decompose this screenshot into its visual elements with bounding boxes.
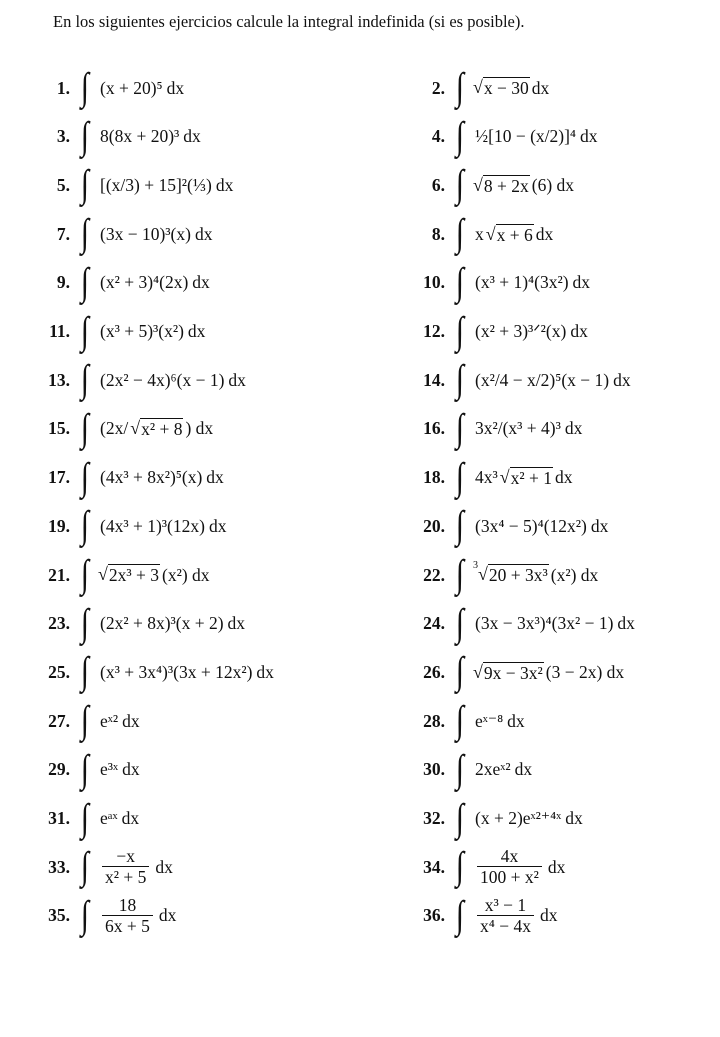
numerator: x³ − 1 <box>484 894 527 915</box>
differential: dx <box>572 272 591 293</box>
exercise-item <box>405 843 567 891</box>
exercise-item <box>30 64 186 112</box>
exercise-number: 10. <box>423 272 445 293</box>
exercise-item <box>30 113 203 161</box>
integrand: (2x² − 4x)⁶(x − 1) <box>100 369 225 390</box>
integral-sign: ∫ <box>80 163 90 207</box>
exercise-item <box>30 405 215 453</box>
exercise-number: 20. <box>423 515 445 536</box>
fraction <box>102 847 149 887</box>
differential: (x²) dx <box>162 564 210 585</box>
exercise-number: 25. <box>48 661 70 682</box>
integral-sign: ∫ <box>80 358 90 401</box>
integrand: (x³ + 1)⁴(3x²) <box>475 272 569 293</box>
radical <box>473 175 530 196</box>
integral-sign: ∫ <box>80 893 90 937</box>
integral-sign: ∫ <box>80 65 90 109</box>
integrand: eᵃˣ <box>100 808 118 828</box>
differential: dx <box>155 856 173 877</box>
radicand: 2x³ + 3 <box>108 565 160 586</box>
integral-sign: ∫ <box>80 114 90 158</box>
exercise-number: 29. <box>48 759 70 780</box>
exercise-item <box>30 600 247 648</box>
differential: dx <box>194 223 213 244</box>
integral-sign: ∫ <box>455 845 465 888</box>
radicand: 9x − 3x² <box>483 662 543 683</box>
exercise-number: 21. <box>48 564 70 585</box>
exercise-number: 3. <box>56 126 70 147</box>
radicand: x + 6 <box>496 224 533 245</box>
radical <box>130 418 183 439</box>
exercise-number: 28. <box>423 710 445 731</box>
exercise-item <box>405 502 610 550</box>
exercise-number: 8. <box>431 223 445 244</box>
integral-sign: ∫ <box>80 552 90 596</box>
radical <box>473 662 544 683</box>
exercise-number: 17. <box>48 467 70 488</box>
radical <box>500 467 553 488</box>
integral-sign: ∫ <box>455 504 465 548</box>
exercise-number: 35. <box>48 905 70 926</box>
differential: dx <box>580 126 598 147</box>
sqrt-icon: √ <box>485 223 496 244</box>
exercise-number: 34. <box>423 856 445 877</box>
integral-sign: ∫ <box>80 455 90 499</box>
integral-sign: ∫ <box>80 211 90 255</box>
denominator: x² + 5 <box>102 866 149 887</box>
exercise-number: 32. <box>423 808 445 828</box>
exercise-item <box>405 113 600 161</box>
integral-sign: ∫ <box>80 747 90 791</box>
exercise-number: 30. <box>423 759 445 780</box>
differential: dx <box>227 613 246 634</box>
differential: dx <box>122 759 140 780</box>
integrand: eˣ⁻⁸ <box>475 710 504 731</box>
differential: (x²) dx <box>550 564 599 585</box>
radicand: 8 + 2x <box>483 175 529 196</box>
differential: dx <box>215 174 234 195</box>
integral-sign: ∫ <box>80 796 90 840</box>
integrand: (2x/ <box>100 418 129 439</box>
differential: dx <box>192 272 210 293</box>
radical <box>486 224 534 245</box>
radicand: x² + 8 <box>141 419 183 440</box>
integral-sign: ∫ <box>455 114 465 158</box>
exercise-item <box>30 843 175 891</box>
radical <box>473 560 549 586</box>
differential: dx <box>617 613 635 634</box>
differential: dx <box>547 856 566 877</box>
integrand: ½[10 − (x/2)]⁴ <box>475 126 577 147</box>
integrand: 8(8x + 20)³ <box>100 126 180 147</box>
exercise-number: 19. <box>48 515 70 536</box>
exercise-item <box>405 64 551 112</box>
integral-sign: ∫ <box>80 601 90 645</box>
sqrt-icon: √ <box>473 77 483 98</box>
differential: (3 − 2x) dx <box>545 661 625 682</box>
integral-sign: ∫ <box>455 260 465 304</box>
integrand: (4x³ + 1)³(12x) <box>100 515 205 536</box>
differential: dx <box>613 369 631 390</box>
integrand: (3x⁴ − 5)⁴(12x²) <box>475 515 587 536</box>
differential: dx <box>208 515 227 536</box>
radicand: x² + 1 <box>510 468 553 489</box>
denominator: x⁴ − 4x <box>477 915 534 936</box>
exercise-number: 16. <box>423 418 445 439</box>
differential: dx <box>590 515 609 536</box>
exercise-number: 15. <box>48 418 70 439</box>
exercise-number: 31. <box>48 808 70 828</box>
integrand: eˣ² <box>100 710 119 731</box>
sqrt-icon: √ <box>98 564 108 585</box>
exercise-item <box>30 259 212 307</box>
exercise-number: 14. <box>423 369 445 390</box>
integral-sign: ∫ <box>80 406 90 450</box>
exercise-item <box>30 356 248 404</box>
exercise-item <box>405 600 637 648</box>
integrand: [(x/3) + 15]²(⅓) <box>100 174 212 195</box>
radical <box>98 564 160 585</box>
exercise-number: 12. <box>423 321 445 341</box>
sqrt-icon: √ <box>499 467 510 488</box>
differential: ) dx <box>185 418 214 439</box>
exercise-number: 5. <box>56 174 70 195</box>
integral-sign: ∫ <box>80 504 90 548</box>
exercise-item <box>405 697 527 745</box>
exercise-item <box>405 892 559 940</box>
exercise-number: 23. <box>48 613 70 634</box>
differential: dx <box>565 808 583 828</box>
integral-sign: ∫ <box>455 211 465 255</box>
integrand: e³ˣ <box>100 759 119 780</box>
integrand: (4x³ + 8x²)⁵(x) <box>100 467 203 488</box>
differential: dx <box>166 77 185 98</box>
integral-sign: ∫ <box>455 65 465 109</box>
integral-sign: ∫ <box>455 698 465 742</box>
integrand: (x² + 3)³ᐟ²(x) <box>475 321 567 341</box>
exercise-item <box>30 697 142 745</box>
integral-sign: ∫ <box>455 163 465 207</box>
integral-sign: ∫ <box>455 650 465 694</box>
differential: dx <box>158 905 177 926</box>
exercise-item <box>30 648 276 696</box>
exercise-item <box>30 308 207 356</box>
integral-sign: ∫ <box>455 455 465 499</box>
integral-sign: ∫ <box>455 893 465 937</box>
integrand: (x³ + 3x⁴)³(3x + 12x²) <box>100 661 253 682</box>
numerator: −x <box>116 846 135 866</box>
differential: dx <box>555 467 573 488</box>
sqrt-icon: √ <box>130 418 141 439</box>
exercise-number: 33. <box>48 856 70 877</box>
sqrt-icon: √ <box>478 564 488 585</box>
integral-sign: ∫ <box>455 601 465 645</box>
exercise-number: 22. <box>423 564 445 585</box>
integrand: (x²/4 − x/2)⁵(x − 1) <box>475 369 610 390</box>
differential: dx <box>531 77 550 98</box>
integral-sign: ∫ <box>455 358 465 401</box>
differential: dx <box>564 418 583 439</box>
exercise-item <box>30 210 214 258</box>
differential: dx <box>183 126 201 147</box>
differential: dx <box>514 759 533 780</box>
integral-sign: ∫ <box>455 796 465 840</box>
exercise-item <box>30 746 142 794</box>
differential: dx <box>121 808 140 828</box>
exercise-item <box>405 648 626 696</box>
radicand: x − 30 <box>483 78 529 99</box>
exercise-item <box>405 405 584 453</box>
exercise-number: 4. <box>431 126 445 147</box>
integrand: (x + 2)eˣ²⁺⁴ˣ <box>475 808 562 828</box>
exercise-number: 11. <box>49 321 70 341</box>
integrand: x <box>475 223 484 244</box>
integrand: (3x − 3x³)⁴(3x² − 1) <box>475 613 614 634</box>
exercise-number: 13. <box>48 369 70 390</box>
integrand: (x + 20)⁵ <box>100 77 163 98</box>
integral-sign: ∫ <box>80 260 90 304</box>
integral-sign: ∫ <box>455 747 465 791</box>
exercise-item <box>405 454 575 502</box>
exercise-item <box>30 502 228 550</box>
exercise-item <box>30 454 226 502</box>
differential: dx <box>228 369 246 390</box>
sqrt-icon: √ <box>473 174 483 195</box>
numerator: 4x <box>500 846 519 866</box>
exercise-item <box>405 746 534 794</box>
exercise-number: 6. <box>431 174 445 195</box>
integral-sign: ∫ <box>455 552 465 596</box>
exercise-number: 27. <box>48 710 70 731</box>
fraction <box>477 896 534 936</box>
exercise-item <box>405 210 555 258</box>
integral-sign: ∫ <box>455 309 465 353</box>
integrand: (x³ + 5)³(x²) <box>100 321 184 341</box>
differential: dx <box>187 321 206 341</box>
radical-index: 3 <box>473 560 478 572</box>
differential: dx <box>507 710 525 731</box>
exercise-number: 26. <box>423 661 445 682</box>
exercise-number: 36. <box>423 905 445 926</box>
integral-sign: ∫ <box>455 406 465 450</box>
exercise-item <box>405 551 600 599</box>
fraction <box>477 847 542 887</box>
exercise-number: 1. <box>56 77 70 98</box>
exercise-number: 7. <box>56 223 70 244</box>
differential: dx <box>122 710 140 731</box>
differential: dx <box>535 223 554 244</box>
exercise-number: 24. <box>423 613 445 634</box>
exercise-item <box>405 795 585 843</box>
fraction <box>102 896 153 936</box>
differential: dx <box>256 661 274 682</box>
integral-sign: ∫ <box>80 698 90 742</box>
exercise-item <box>405 356 633 404</box>
instructions: En los siguientes ejercicios calcule la integral indefinida (si es posible). <box>53 12 525 31</box>
exercise-item <box>30 795 141 843</box>
exercise-item <box>30 892 178 940</box>
differential: dx <box>570 321 588 341</box>
radicand: 20 + 3x³ <box>488 565 548 586</box>
exercise-item <box>30 161 235 209</box>
exercise-item <box>30 551 212 599</box>
exercise-item <box>405 161 576 209</box>
integrand: (x² + 3)⁴(2x) <box>100 272 189 293</box>
exercise-number: 9. <box>56 272 70 293</box>
integral-sign: ∫ <box>80 650 90 694</box>
exercise-item <box>405 308 590 356</box>
integrand: (3x − 10)³(x) <box>100 223 191 244</box>
denominator: 6x + 5 <box>102 915 153 936</box>
differential: (6) dx <box>531 174 575 195</box>
exercise-number: 2. <box>431 77 445 98</box>
integrand: 3x²/(x³ + 4)³ <box>475 418 561 439</box>
integral-sign: ∫ <box>80 309 90 353</box>
integrand: 2xeˣ² <box>475 759 511 780</box>
sqrt-icon: √ <box>473 661 483 682</box>
integrand: (2x² + 8x)³(x + 2) <box>100 613 224 634</box>
differential: dx <box>539 905 558 926</box>
exercise-number: 18. <box>423 467 445 488</box>
integrand: 4x³ <box>475 467 498 488</box>
differential: dx <box>206 467 224 488</box>
denominator: 100 + x² <box>477 866 542 887</box>
exercise-item <box>405 259 592 307</box>
integral-sign: ∫ <box>80 845 90 888</box>
radical <box>473 77 530 98</box>
numerator: 18 <box>118 894 137 915</box>
